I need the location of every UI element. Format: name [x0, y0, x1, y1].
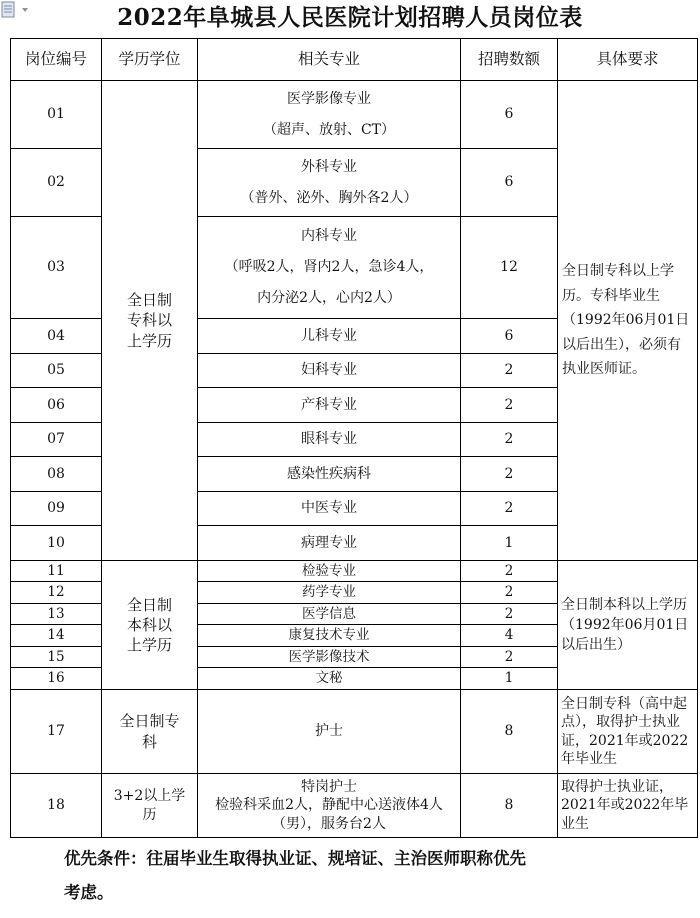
table-row [11, 81, 698, 149]
major-name: 康复技术专业 [198, 625, 461, 647]
hire-count: 2 [461, 354, 558, 388]
page-title: 2022年阜城县人民医院计划招聘人员岗位表 [117, 4, 583, 31]
position-id: 05 [11, 354, 102, 388]
hire-count: 2 [461, 423, 558, 457]
hire-count: 1 [461, 668, 558, 690]
header-major: 相关专业 [198, 39, 461, 81]
major-detail: 内分泌2人，心内2人） [257, 289, 401, 306]
position-id: 17 [11, 690, 102, 774]
major-name: 中医专业 [198, 492, 461, 526]
header-education: 学历学位 [102, 39, 198, 81]
hire-count: 8 [461, 774, 558, 838]
major-name: 病理专业 [198, 526, 461, 561]
major-cell [198, 774, 461, 838]
major-name: 药学专业 [198, 582, 461, 604]
major-cell [198, 149, 461, 217]
hire-count: 6 [461, 81, 558, 149]
specific-requirements: 全日制本科以上学历（1992年06月01日以后出生） [558, 561, 698, 690]
header-position-id: 岗位编号 [11, 39, 102, 81]
major-name: 产科专业 [198, 388, 461, 423]
table-row [11, 561, 698, 582]
major-name: 医学影像技术 [198, 647, 461, 668]
position-id: 06 [11, 388, 102, 423]
hire-count: 8 [461, 690, 558, 774]
position-id: 14 [11, 625, 102, 647]
hire-count: 12 [461, 217, 558, 319]
priority-line-1: 优先条件：往届毕业生取得执业证、规培证、主治医师职称优先 [64, 849, 526, 868]
specific-requirements: 全日制专科以上学历。专科毕业生（1992年06月01日以后出生），必须有执业医师证。 [558, 81, 698, 561]
major-cell [198, 81, 461, 149]
education-requirement: 全日制专科 [102, 690, 198, 774]
position-id: 09 [11, 492, 102, 526]
hire-count: 6 [461, 149, 558, 217]
position-id: 16 [11, 668, 102, 690]
major-name: 眼科专业 [198, 423, 461, 457]
hire-count: 2 [461, 604, 558, 625]
position-id: 12 [11, 582, 102, 604]
specific-requirements: 全日制专科（高中起点），取得护士执业证，2021年或2022年毕业生 [558, 690, 698, 774]
position-id: 08 [11, 457, 102, 492]
major-name: 外科专业 [301, 158, 357, 175]
specific-requirements: 取得护士执业证，2021年或2022年毕业生 [558, 774, 698, 838]
education-requirement: 全日制专科以上学历 [102, 81, 198, 561]
hire-count: 2 [461, 582, 558, 604]
position-id: 18 [11, 774, 102, 838]
hire-count: 2 [461, 492, 558, 526]
major-name: 医学信息 [198, 604, 461, 625]
table-row [11, 774, 698, 838]
position-id: 13 [11, 604, 102, 625]
major-name: 检验专业 [198, 561, 461, 582]
major-name: 护士 [198, 690, 461, 774]
position-id: 07 [11, 423, 102, 457]
major-name: 内科专业 [301, 228, 357, 245]
position-id: 03 [11, 217, 102, 319]
major-detail: （超声、放射、CT） [262, 121, 396, 138]
priority-conditions [64, 842, 526, 910]
major-detail: （呼吸2人，肾内2人，急诊4人， [224, 259, 434, 276]
hire-count: 4 [461, 625, 558, 647]
major-name: 特岗护士 [301, 779, 357, 796]
major-name: 儿科专业 [198, 319, 461, 354]
hire-count: 1 [461, 526, 558, 561]
table-row [11, 690, 698, 774]
major-cell [198, 217, 461, 319]
hire-count: 6 [461, 319, 558, 354]
position-id: 04 [11, 319, 102, 354]
major-name: 妇科专业 [198, 354, 461, 388]
table-header-row [11, 39, 698, 81]
major-detail: （普外、泌外、胸外各2人） [240, 189, 418, 206]
education-requirement: 3+2以上学历 [102, 774, 198, 838]
major-name: 医学影像专业 [287, 90, 371, 107]
position-id: 10 [11, 526, 102, 561]
position-id: 15 [11, 647, 102, 668]
position-id: 11 [11, 561, 102, 582]
education-requirement: 全日制本科以上学历 [102, 561, 198, 690]
positions-table [10, 38, 698, 838]
priority-line-2: 考虑。 [64, 883, 114, 902]
hire-count: 2 [461, 388, 558, 423]
hire-count: 2 [461, 457, 558, 492]
major-name: 感染性疾病科 [198, 457, 461, 492]
hire-count: 2 [461, 561, 558, 582]
major-name: 文秘 [198, 668, 461, 690]
position-id: 01 [11, 81, 102, 149]
header-count: 招聘数额 [461, 39, 558, 81]
major-detail: 检验科采血2人，静配中心送液体4人（男），服务台2人 [215, 797, 443, 832]
position-id: 02 [11, 149, 102, 217]
header-requirements: 具体要求 [558, 39, 698, 81]
hire-count: 2 [461, 647, 558, 668]
